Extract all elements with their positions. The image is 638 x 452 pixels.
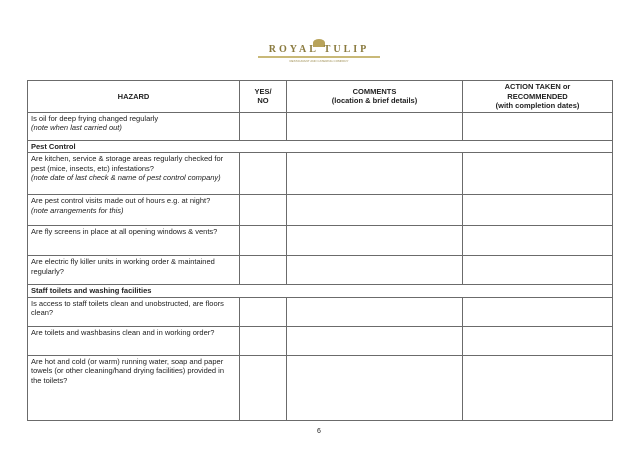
comments-cell[interactable]	[287, 195, 463, 226]
action-cell[interactable]	[463, 112, 613, 140]
action-cell[interactable]	[463, 153, 613, 195]
table-row	[28, 195, 613, 226]
logo-divider	[258, 56, 380, 58]
action-cell[interactable]	[463, 226, 613, 256]
table-row	[28, 355, 613, 420]
action-cell[interactable]	[463, 326, 613, 355]
action-cell[interactable]	[463, 256, 613, 285]
comments-cell[interactable]	[287, 153, 463, 195]
hazard-cell: Are hot and cold (or warm) running water, soap and paper towels (or other cleaning/hand drying facilities) provided in the toilets?	[28, 355, 240, 420]
yes-no-cell[interactable]	[240, 195, 287, 226]
company-logo	[252, 36, 386, 70]
comments-cell[interactable]	[287, 326, 463, 355]
comments-cell[interactable]	[287, 112, 463, 140]
section-row-staff-toilets	[28, 285, 613, 298]
page-number: 6	[317, 428, 321, 435]
header-comments: COMMENTS (location & brief details)	[287, 81, 463, 113]
yes-no-cell[interactable]	[240, 112, 287, 140]
hazard-cell: Is access to staff toilets clean and unobstructed, are floors clean?	[28, 297, 240, 326]
table-row	[28, 326, 613, 355]
comments-cell[interactable]	[287, 226, 463, 256]
table-header-row	[28, 81, 613, 113]
section-title: Staff toilets and washing facilities	[28, 285, 613, 298]
logo-text: ROYAL TULIP	[268, 44, 370, 55]
hazard-cell: Are kitchen, service & storage areas regularly checked for pest (mice, insects, etc) infestations? (note date of last check & name of pest control company)	[28, 153, 240, 195]
yes-no-cell[interactable]	[240, 226, 287, 256]
header-yes-no: YES/ NO	[240, 81, 287, 113]
section-title: Pest Control	[28, 140, 613, 153]
table-row	[28, 297, 613, 326]
table-row	[28, 112, 613, 140]
comments-cell[interactable]	[287, 355, 463, 420]
yes-no-cell[interactable]	[240, 355, 287, 420]
comments-cell[interactable]	[287, 256, 463, 285]
section-row-pest-control	[28, 140, 613, 153]
header-hazard: HAZARD	[28, 81, 240, 113]
hazard-cell: Are pest control visits made out of hours e.g. at night? (note arrangements for this)	[28, 195, 240, 226]
yes-no-cell[interactable]	[240, 297, 287, 326]
table-row	[28, 226, 613, 256]
logo-subtext: RESTAURANT AND CATERING COMPANY	[289, 59, 349, 63]
comments-cell[interactable]	[287, 297, 463, 326]
yes-no-cell[interactable]	[240, 256, 287, 285]
yes-no-cell[interactable]	[240, 153, 287, 195]
action-cell[interactable]	[463, 355, 613, 420]
action-cell[interactable]	[463, 297, 613, 326]
table-row	[28, 153, 613, 195]
hazard-cell: Are fly screens in place at all opening windows & vents?	[28, 226, 240, 256]
action-cell[interactable]	[463, 195, 613, 226]
hazard-table	[27, 80, 613, 421]
hazard-cell: Is oil for deep frying changed regularly (note when last carried out)	[28, 112, 240, 140]
yes-no-cell[interactable]	[240, 326, 287, 355]
table-row	[28, 256, 613, 285]
hazard-cell: Are toilets and washbasins clean and in working order?	[28, 326, 240, 355]
hazard-cell: Are electric fly killer units in working order & maintained regularly?	[28, 256, 240, 285]
header-action: ACTION TAKEN or RECOMMENDED (with completion dates)	[463, 81, 613, 113]
